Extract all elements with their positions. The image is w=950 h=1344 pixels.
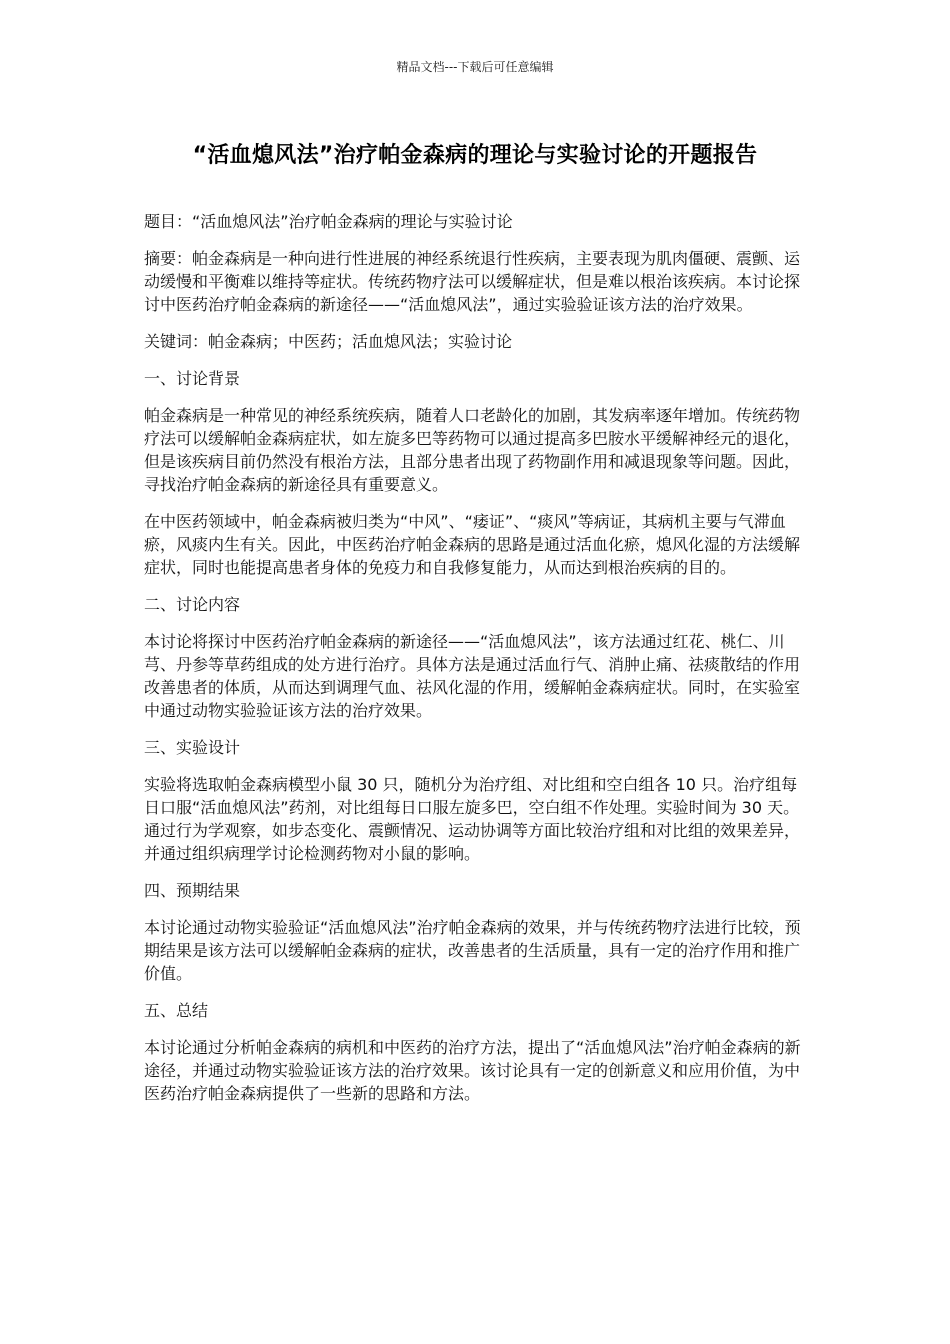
- section-heading-summary: 五、总结: [144, 1001, 209, 1020]
- background-paragraph-1: 帕金森病是一种常见的神经系统疾病，随着人口老龄化的加剧，其发病率逐年增加。传统药物疗法可以缓解帕金森病症状，如左旋多巴等药物可以通过提高多巴胺水平缓解神经元的退化，但是该疾病目前仍然没有根治方法，且部分患者出现了药物副作用和减退现象等问题。因此，寻找治疗帕金森病的新途径具有重要意义。: [144, 406, 801, 494]
- document-body: [144, 210, 808, 1119]
- abstract-paragraph: 摘要：帕金森病是一种向进行性进展的神经系统退行性疾病，主要表现为肌肉僵硬、震颤、运动缓慢和平衡难以维持等症状。传统药物疗法可以缓解症状，但是难以根治该疾病。本讨论探讨中医药治疗帕金森病的新途径——“活血熄风法”，通过实验验证该方法的治疗效果。: [144, 249, 801, 314]
- section-heading-design: 三、实验设计: [144, 738, 241, 757]
- expected-paragraph: 本讨论通过动物实验验证“活血熄风法”治疗帕金森病的效果，并与传统药物疗法进行比较，预期结果是该方法可以缓解帕金森病的症状，改善患者的生活质量，具有一定的治疗作用和推广价值。: [144, 918, 801, 983]
- summary-paragraph: 本讨论通过分析帕金森病的病机和中医药的治疗方法，提出了“活血熄风法”治疗帕金森病的新途径，并通过动物实验验证该方法的治疗效果。该讨论具有一定的创新意义和应用价值，为中医药治疗帕金森病提供了一些新的思路和方法。: [144, 1038, 801, 1103]
- topic-line: 题目：“活血熄风法”治疗帕金森病的理论与实验讨论: [144, 212, 513, 231]
- section-heading-content: 二、讨论内容: [144, 595, 241, 614]
- content-paragraph: 本讨论将探讨中医药治疗帕金森病的新途径——“活血熄风法”，该方法通过红花、桃仁、川芎、丹参等草药组成的处方进行治疗。具体方法是通过活血行气、消肿止痛、祛痰散结的作用改善患者的体质，从而达到调理气血、祛风化湿的作用，缓解帕金森病症状。同时，在实验室中通过动物实验验证该方法的治疗效果。: [144, 632, 801, 720]
- keywords-line: 关键词：帕金森病；中医药；活血熄风法；实验讨论: [144, 332, 513, 351]
- design-paragraph: 实验将选取帕金森病模型小鼠 30 只，随机分为治疗组、对比组和空白组各 10 只。治疗组每日口服“活血熄风法”药剂，对比组每日口服左旋多巴，空白组不作处理。实验时间为 30 天。通过行为学观察，如步态变化、震颤情况、运动协调等方面比较治疗组和对比组的效果差异，并通过组织病理学讨论检测药物对小鼠的影响。: [144, 775, 801, 863]
- section-heading-background: 一、讨论背景: [144, 369, 241, 388]
- background-paragraph-2: 在中医药领域中，帕金森病被归类为“中风”、“痿证”、“痰风”等病证，其病机主要与气滞血瘀，风痰内生有关。因此，中医药治疗帕金森病的思路是通过活血化瘀，熄风化湿的方法缓解症状，同时也能提高患者身体的免疫力和自我修复能力，从而达到根治疾病的目的。: [144, 512, 801, 577]
- header-note: 精品文档---下载后可任意编辑: [396, 60, 554, 74]
- section-heading-expected: 四、预期结果: [144, 881, 241, 900]
- document-title: “活血熄风法”治疗帕金森病的理论与实验讨论的开题报告: [192, 143, 758, 168]
